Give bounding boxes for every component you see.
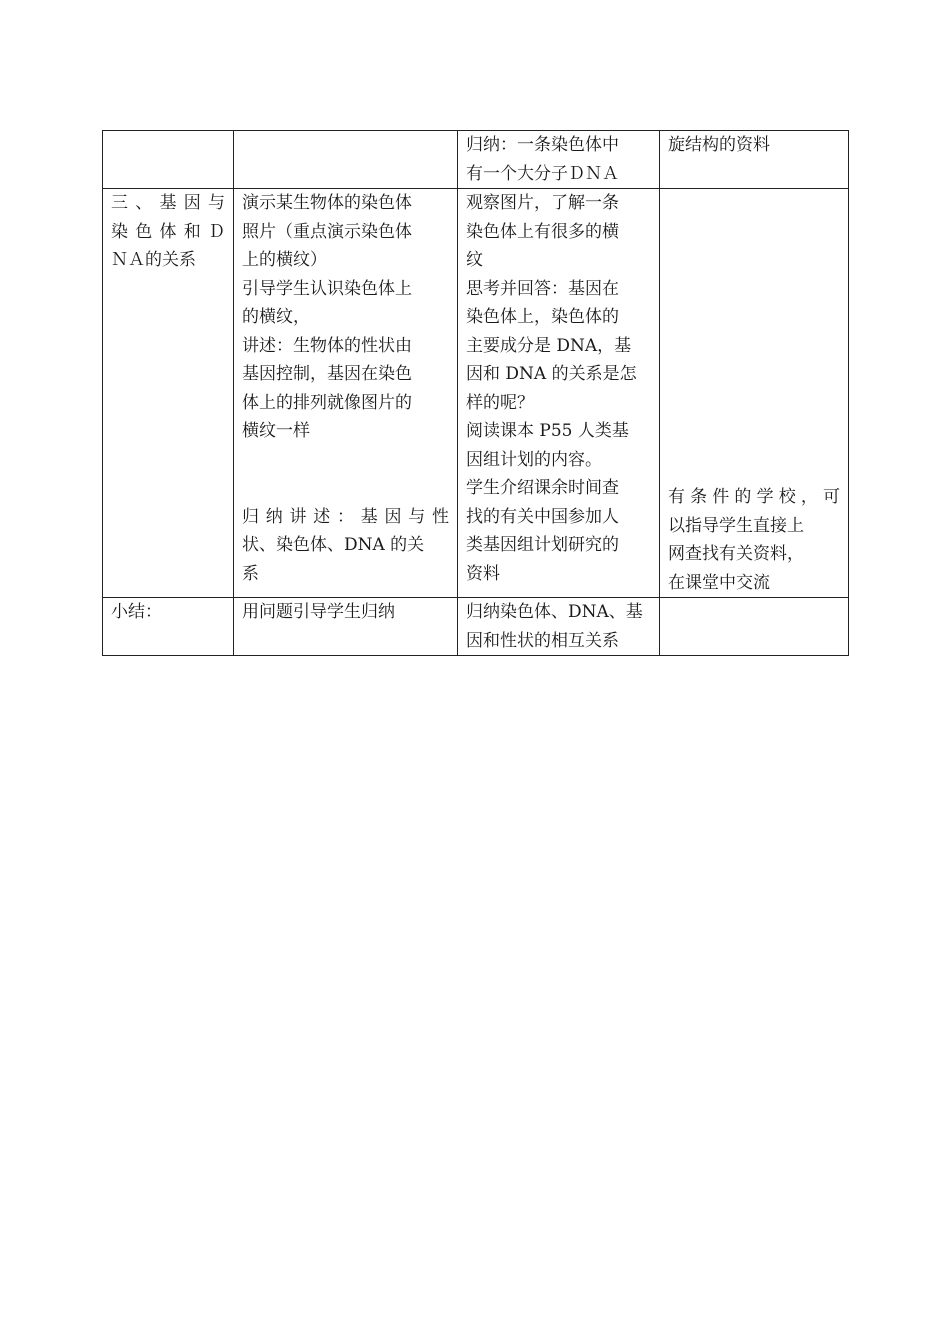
text-line: 的横纹， <box>242 307 310 327</box>
cell-notes <box>660 131 849 189</box>
cell-teacher-activity <box>234 131 458 189</box>
text-line: 旋结构的资料 <box>668 135 770 155</box>
table-row <box>103 131 849 189</box>
text-line: 以指导学生直接上 <box>668 515 804 536</box>
cell-topic <box>103 598 234 656</box>
text-line: 纹 <box>466 250 483 270</box>
text-line: 因和 DNA 的关系是怎 <box>466 364 637 384</box>
text-line: 演示某生物体的染色体 <box>242 193 412 213</box>
lesson-plan-table <box>102 130 849 656</box>
text-line: 横纹一样 <box>242 421 310 441</box>
blank-space <box>242 446 449 503</box>
text-line: 染色体上有很多的横 <box>466 221 619 242</box>
table-row <box>103 189 849 598</box>
text-line: 三、基因与 <box>111 193 225 213</box>
cell-teacher-activity <box>234 598 458 656</box>
cell-notes <box>660 189 849 598</box>
text-line: ＮＡ的关系 <box>111 250 196 270</box>
text-line: 上的横纹） <box>242 250 327 270</box>
text-line: 阅读课本 P55 人类基 <box>466 421 629 441</box>
text-line: 归纳讲述：基因与性 <box>242 506 449 527</box>
text-line: 样的呢？ <box>466 392 534 413</box>
text-line: 有一个大分子ＤＮＡ <box>466 163 619 184</box>
text-line: 归纳染色体、DNA、基 <box>466 602 643 622</box>
text-line: 思考并回答：基因在 <box>466 278 619 299</box>
text-line: 用问题引导学生归纳 <box>242 602 395 622</box>
text-line: 状、染色体、DNA 的关 <box>242 535 425 555</box>
text-line: 小结： <box>111 602 162 622</box>
text-line: 照片（重点演示染色体 <box>242 221 412 242</box>
text-line: 观察图片，了解一条 <box>466 193 619 213</box>
text-line: 体上的排列就像图片的 <box>242 392 412 413</box>
text-line: 在课堂中交流 <box>668 572 770 593</box>
cell-student-activity <box>458 189 660 598</box>
text-line: 类基因组计划研究的 <box>466 535 619 555</box>
table-row <box>103 598 849 656</box>
text-line: 学生介绍课余时间查 <box>466 478 619 498</box>
text-line: 因组计划的内容。 <box>466 449 602 470</box>
text-line: 归纳：一条染色体中 <box>466 135 619 155</box>
text-line: 染色体和Ｄ <box>111 221 225 242</box>
text-line: 引导学生认识染色体上 <box>242 278 412 299</box>
text-line: 网查找有关资料， <box>668 544 804 564</box>
text-line: 主要成分是 DNA，基 <box>466 335 632 356</box>
text-line: 系 <box>242 563 259 584</box>
cell-student-activity <box>458 598 660 656</box>
text-line: 基因控制，基因在染色 <box>242 364 412 384</box>
cell-topic <box>103 131 234 189</box>
text-line: 有条件的学校，可 <box>668 487 840 507</box>
text-line: 因和性状的相互关系 <box>466 630 619 651</box>
cell-notes <box>660 598 849 656</box>
cell-teacher-activity <box>234 189 458 598</box>
text-line: 染色体上，染色体的 <box>466 307 619 327</box>
text-line: 讲述：生物体的性状由 <box>242 335 412 356</box>
cell-student-activity <box>458 131 660 189</box>
text-line: 找的有关中国参加人 <box>466 506 619 527</box>
cell-topic <box>103 189 234 598</box>
text-line: 资料 <box>466 563 500 584</box>
